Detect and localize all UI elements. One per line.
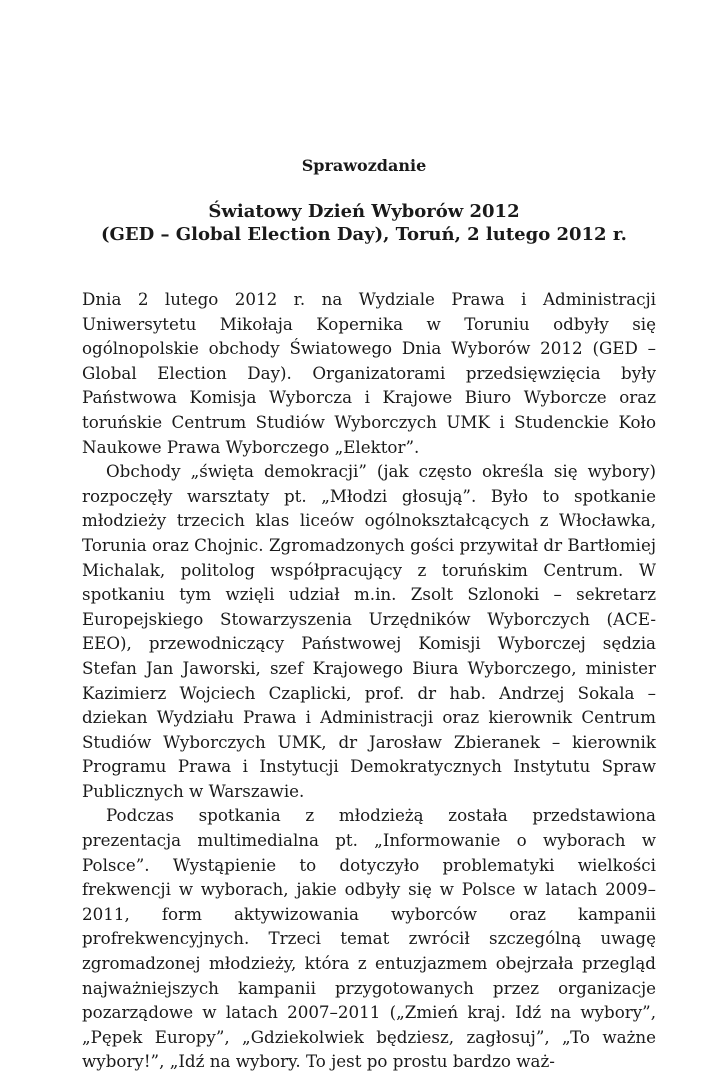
- paragraph-3: Podczas spotkania z młodzieżą została przedstawiona prezentacja multimedialna pt. „Informowanie o wyborach w Polsce”. Wystąpienie to dotyczyło problematyki wielkości frekwencji w wyborach, jakie odbyły się w Polsce w latach 2009–2011, form aktywizowania wyborców oraz kampanii profrekwencyjnych. Trzeci temat zwrócił szczególną uwagę zgromadzonej młodzieży, która z entuzjazmem obejrzała przegląd najważniejszych kampanii przygotowanych przez organizacje pozarządowe w latach 2007–2011 („Zmień kraj. Idź na wybory”, „Pępek Europy”, „Gdziekolwiek będziesz, zagłosuj”, „To ważne wybory!”, „Idź na wybory. To jest po prostu bardzo waż-: [82, 805, 656, 1072]
- report-body: [82, 287, 656, 1074]
- report-title: [0, 200, 728, 246]
- paragraph-1: Dnia 2 lutego 2012 r. na Wydziale Prawa i Administracji Uniwersytetu Mikołaja Kopernika w Toruniu odbyły się ogólnopolskie obchody Światowego Dnia Wyborów 2012 (GED – Global Election Day). Organizatorami przedsięwzięcia były Państwowa Komisja Wyborcza i Krajowe Biuro Wyborcze oraz toruńskie Centrum Studiów Wyborczych UMK i Studenckie Koło Naukowe Prawa Wyborczego „Elektor”.: [82, 289, 656, 457]
- section-label: Sprawozdanie: [301, 156, 427, 175]
- title-line-2: (GED – Global Election Day), Toruń, 2 lutego 2012 r.: [101, 224, 627, 245]
- paragraph-2: Obchody „święta demokracji” (jak często określa się wybory) rozpoczęły warsztaty pt. „Młodzi głosują”. Było to spotkanie młodzieży trzecich klas liceów ogólnokształcących z Włocławka, Torunia oraz Chojnic. Zgromadzonych gości przywitał dr Bartłomiej Michalak, politolog współpracujący z toruńskim Centrum. W spotkaniu tym wzięli udział m.in. Zsolt Szlonoki – sekretarz Europejskiego Stowarzyszenia Urzędników Wyborczych (ACE-EEO), przewodniczący Państwowej Komisji Wyborczej sędzia Stefan Jan Jaworski, szef Krajowego Biura Wyborczego, minister Kazimierz Wojciech Czaplicki, prof. dr hab. Andrzej Sokala – dziekan Wydziału Prawa i Administracji oraz kierownik Centrum Studiów Wyborczych UMK, dr Jarosław Zbieranek – kierownik Programu Prawa i Instytucji Demokratycznych Instytutu Spraw Publicznych w Warszawie.: [82, 461, 656, 801]
- title-line-1: Światowy Dzień Wyborów 2012: [208, 201, 520, 222]
